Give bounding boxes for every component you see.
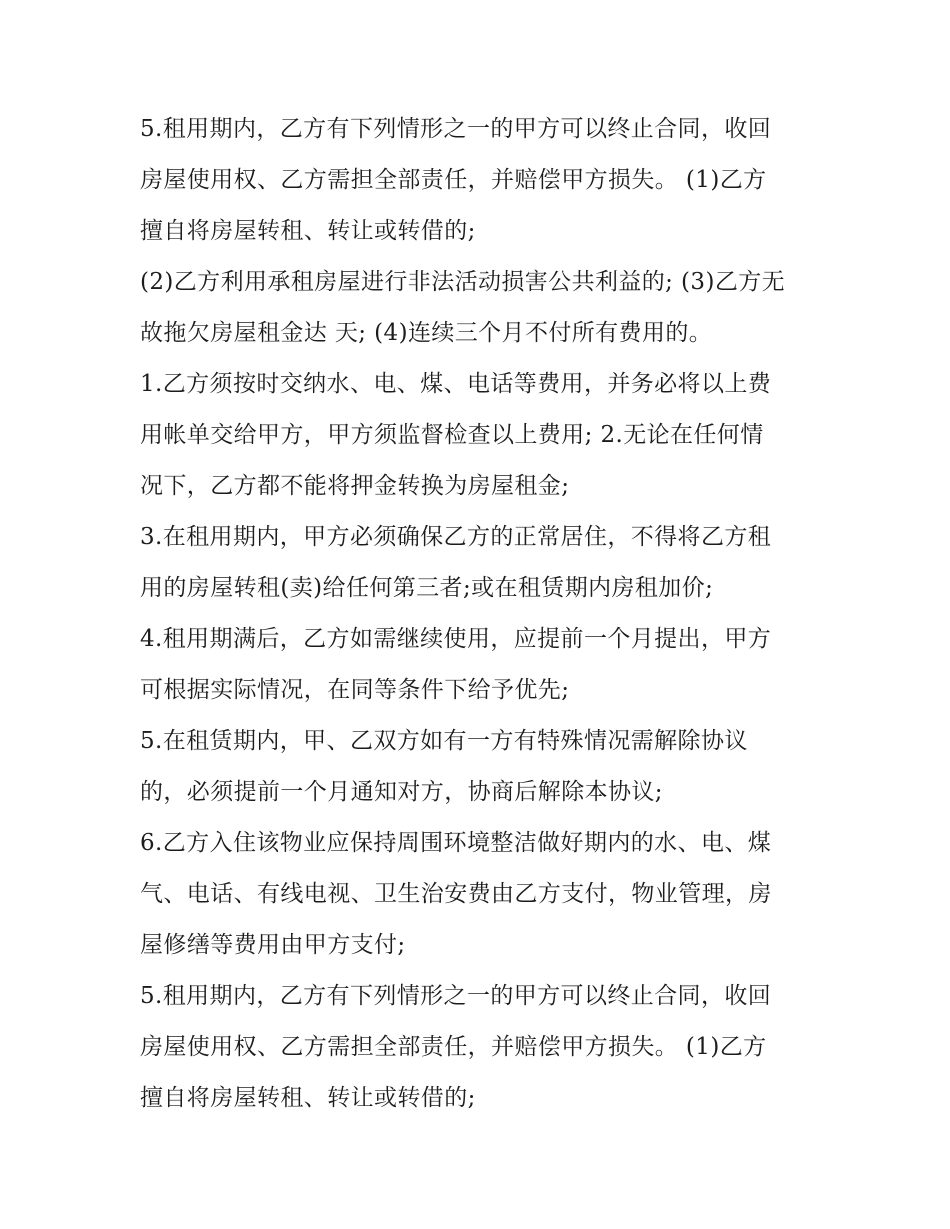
text-line: 5.在租赁期内，甲、乙双方如有一方有特殊情况需解除协议 [140, 728, 748, 754]
clause-early-termination [140, 716, 820, 818]
text-line: 4.租用期满后，乙方如需继续使用，应提前一个月提出，甲方 [140, 626, 772, 652]
text-line: 的，必须提前一个月通知对方，协商后解除本协议; [140, 779, 663, 805]
clause-renewal [140, 614, 820, 716]
text-line: 5.租用期内，乙方有下列情形之一的甲方可以终止合同，收回 [140, 116, 772, 142]
text-line: 故拖欠房屋租金达 天; (4)连续三个月不付所有费用的。 [140, 320, 713, 346]
text-line: 1.乙方须按时交纳水、电、煤、电话等费用，并务必将以上费 [140, 371, 772, 397]
text-line: 5.租用期内，乙方有下列情形之一的甲方可以终止合同，收回 [140, 983, 772, 1009]
clause-termination [140, 104, 820, 257]
text-line: 擅自将房屋转租、转让或转借的; [140, 218, 476, 244]
clause-fees [140, 359, 820, 512]
text-line: 房屋使用权、乙方需担全部责任，并赔偿甲方损失。 (1)乙方 [140, 167, 767, 193]
text-line: 6.乙方入住该物业应保持周围环境整洁做好期内的水、电、煤 [140, 830, 772, 856]
text-line: 可根据实际情况，在同等条件下给予优先; [140, 677, 570, 703]
document-body [140, 104, 820, 1124]
text-line: 用的房屋转租(卖)给任何第三者;或在租赁期内房租加价; [140, 575, 714, 601]
text-line: 房屋使用权、乙方需担全部责任，并赔偿甲方损失。 (1)乙方 [140, 1034, 767, 1060]
clause-termination-repeat [140, 971, 820, 1124]
clause-termination-cont [140, 257, 820, 359]
text-line: 况下，乙方都不能将押金转换为房屋租金; [140, 473, 570, 499]
text-line: 用帐单交给甲方，甲方须监督检查以上费用; 2.无论在任何情 [140, 422, 764, 448]
text-line: (2)乙方利用承租房屋进行非法活动损害公共利益的; (3)乙方无 [140, 269, 786, 295]
text-line: 气、电话、有线电视、卫生治安费由乙方支付，物业管理，房 [140, 881, 772, 907]
clause-residence [140, 512, 820, 614]
text-line: 3.在租用期内，甲方必须确保乙方的正常居住，不得将乙方租 [140, 524, 772, 550]
text-line: 屋修缮等费用由甲方支付; [140, 932, 406, 958]
clause-property-upkeep [140, 818, 820, 971]
text-line: 擅自将房屋转租、转让或转借的; [140, 1085, 476, 1111]
